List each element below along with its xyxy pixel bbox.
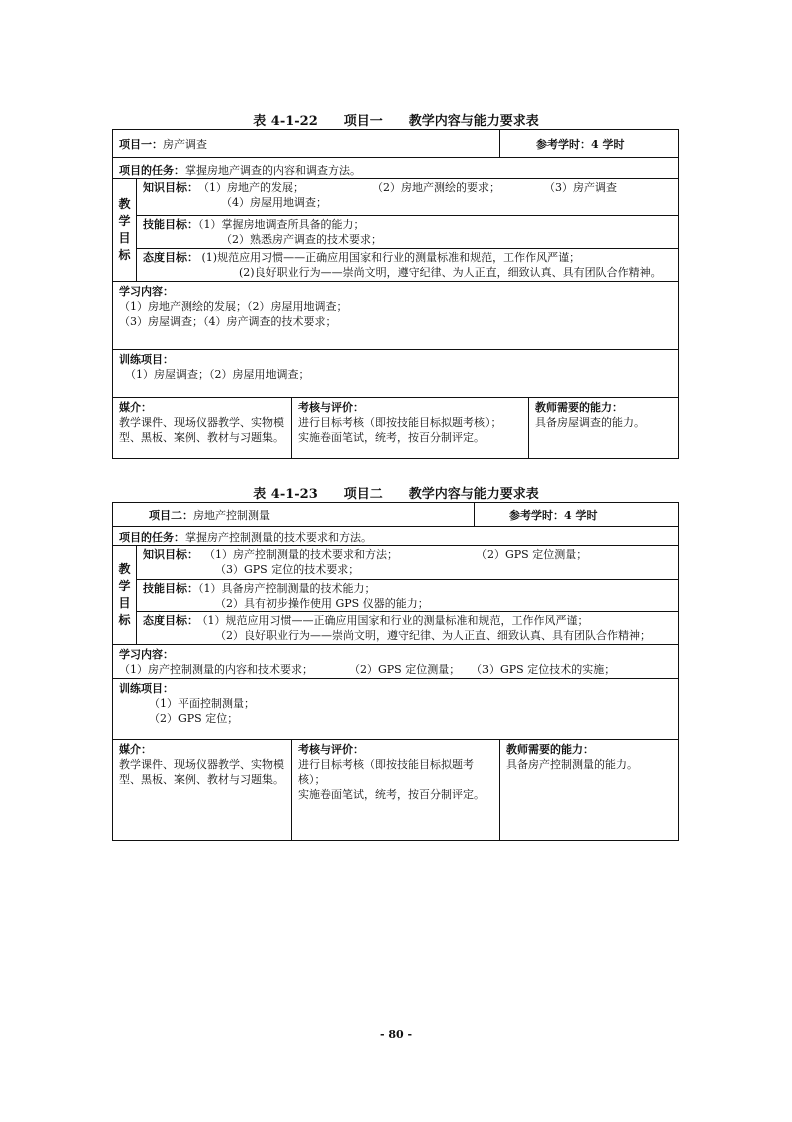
table2-media-cell: 媒介： 教学课件、现场仪器教学、实物模型、黑板、案例、教材与习题集。: [119, 743, 284, 786]
table1-task-label: 项目的任务：: [119, 164, 185, 177]
table1-header-row: [113, 130, 678, 157]
table1-media-cell: 媒介： 教学课件、现场仪器教学、实物模型、黑板、案例、教材与习题集。: [119, 401, 284, 444]
table2-attitude-goal: 态度目标： （1）规范应用习惯——正确应用国家和行业的测量标准和规范，工作作风严谨； （2）良好职业行为——崇尚文明，遵守纪律、为人正直、细致认真、具有团队合作精神；: [137, 611, 678, 645]
table2-header-row: [113, 503, 678, 526]
table2-bottom-row: [113, 739, 678, 840]
table1-project-value: 房产调查: [163, 138, 207, 151]
table1-skill-goal: 技能目标：（1）掌握房地调查所具备的能力； （2）熟悉房产调查的技术要求；: [137, 215, 678, 248]
table1: [112, 129, 679, 459]
table1-task-value: 掌握房地产调查的内容和调查方法。: [185, 164, 361, 177]
table1-training-row: 训练项目： （1）房屋调查；（2）房屋用地调查；: [113, 349, 678, 397]
table1-training-label: 训练项目：: [119, 353, 174, 366]
table1-hours: 参考学时：4 学时: [499, 130, 678, 157]
table2: [112, 502, 679, 841]
table1-assess-cell: 考核与评价： 进行目标考核（即按技能目标拟题考核）； 实施卷面笔试，统考，按百分制评定。: [291, 398, 528, 458]
table2-project-value: 房地产控制测量: [193, 509, 270, 522]
table2-training-label: 训练项目：: [119, 682, 174, 695]
table2-task-label: 项目的任务：: [119, 531, 185, 544]
table1-caption: 表 4-1-22 项目一 教学内容与能力要求表: [253, 114, 539, 129]
table2-skill-label: 技能目标：: [143, 582, 198, 595]
table2-attitude-label: 态度目标：: [143, 614, 198, 627]
table2-caption: 表 4-1-23 项目二 教学内容与能力要求表: [253, 487, 539, 502]
table2-knowledge-goal: 知识目标： （1）房产控制测量的技术要求和方法； （2）GPS 定位测量； （3）GPS 定位的技术要求；: [143, 548, 588, 576]
table2-content-row: 学习内容： （1）房产控制测量的内容和技术要求； （2）GPS 定位测量； （3）GPS 定位技术的实施；: [113, 644, 678, 678]
table1-bottom-row: [113, 397, 678, 458]
table2-teacher-cell: 教师需要的能力： 具备房产控制测量的能力。: [499, 740, 678, 840]
table2-goal-label: 教 学 目 标: [113, 546, 137, 644]
table1-content-row: 学习内容： （1）房地产测绘的发展；（2）房屋用地调查； （3）房屋调查；（4）房产调查的技术要求；: [113, 281, 678, 349]
table2-goals: [113, 545, 678, 644]
table1-goals: [113, 178, 678, 281]
table2-skill-goal: 技能目标：（1）具备房产控制测量的技术能力； （2）具有初步操作使用 GPS 仪器的能力；: [137, 579, 678, 611]
table2-knowledge-label: 知识目标：: [143, 548, 198, 561]
table2-task-row: [113, 526, 678, 545]
table2-hours: 参考学时：4 学时: [474, 503, 678, 526]
table1-skill-label: 技能目标：: [143, 218, 198, 231]
table2-content-label: 学习内容：: [119, 648, 174, 661]
table2-project-label: 项目二：: [149, 509, 193, 522]
table2-task-value: 掌握房产控制测量的技术要求和方法。: [185, 531, 372, 544]
table1-task-row: [113, 157, 678, 178]
table1-attitude-label: 态度目标：: [143, 251, 198, 264]
table2-training-row: 训练项目： （1）平面控制测量； （2）GPS 定位；: [113, 678, 678, 739]
page-number: - 80 -: [379, 1028, 413, 1041]
table1-content-label: 学习内容：: [119, 285, 174, 298]
table2-assess-cell: 考核与评价： 进行目标考核（即按技能目标拟题考核）； 实施卷面笔试，统考，按百分制评定。: [291, 740, 499, 840]
table1-teacher-cell: 教师需要的能力： 具备房屋调查的能力。: [528, 398, 678, 458]
table1-knowledge-label: 知识目标：: [143, 181, 198, 194]
table1-knowledge-goal: 知识目标：（1）房地产的发展； （2）房地产测绘的要求； （3）房产调查 （4）房屋用地调查；: [143, 181, 617, 209]
table1-attitude-goal: 态度目标： (1)规范应用习惯——正确应用国家和行业的测量标准和规范，工作作风严谨； (2)良好职业行为——崇尚文明，遵守纪律、为人正直，细致认真、具有团队合作精神。: [137, 248, 678, 281]
table1-project-label: 项目一：: [119, 138, 163, 151]
table1-goal-label: 教 学 目 标: [113, 179, 137, 281]
